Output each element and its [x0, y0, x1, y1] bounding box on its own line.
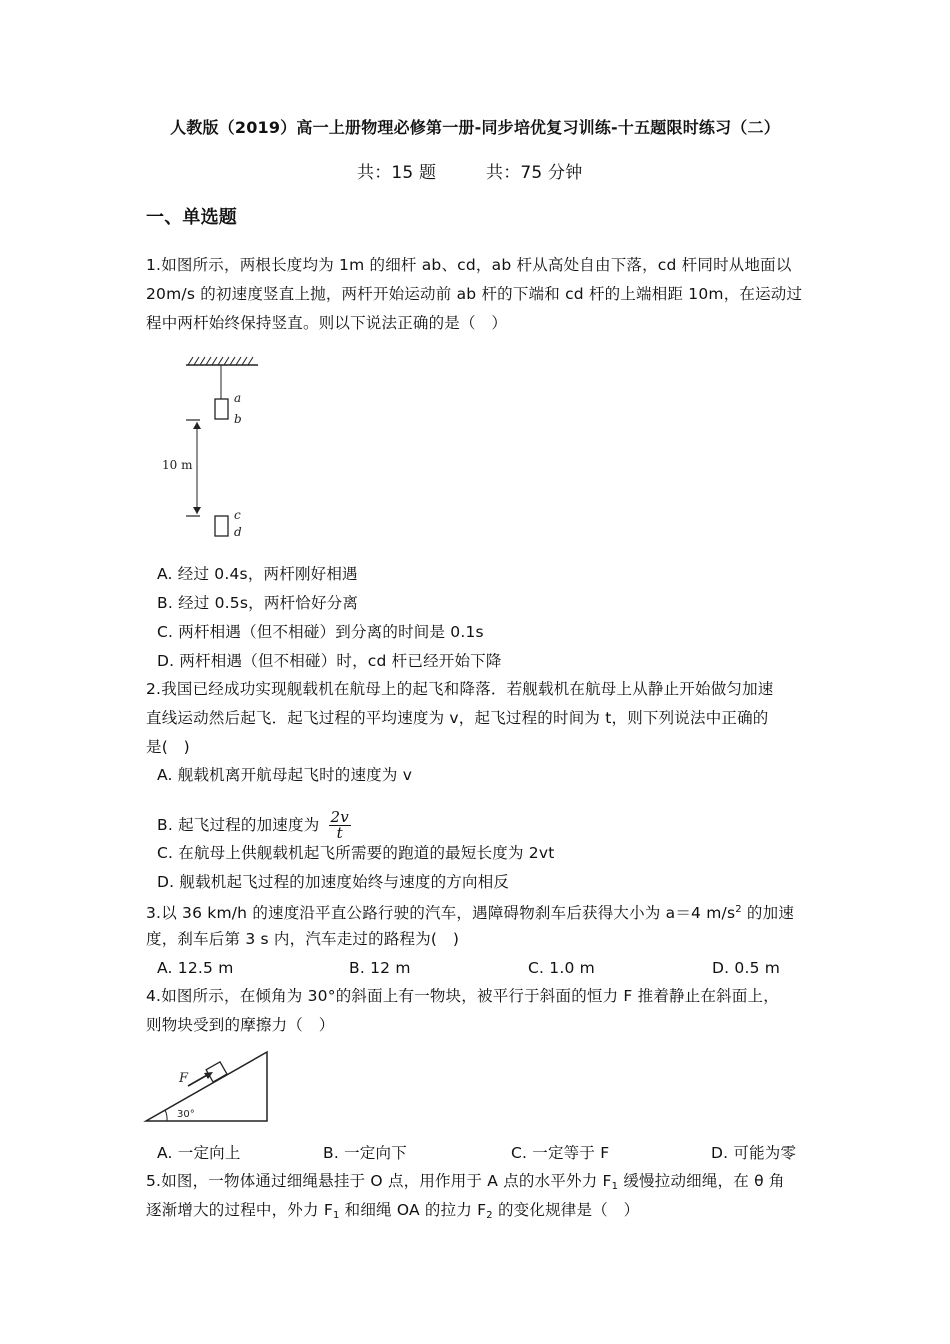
q1-option-a: A. 经过 0.4s，两杆刚好相遇 — [157, 565, 358, 583]
q3-text-line-1 — [146, 900, 794, 923]
q1-label-b: b — [234, 412, 242, 426]
q4-option-d: D. 可能为零 — [711, 1144, 797, 1162]
q5-line-1-part-1: 5.如图，一物体通过细绳悬挂于 O 点，用作用于 A 点的水平外力 F — [146, 1172, 612, 1190]
q3-option-c: C. 1.0 m — [528, 959, 595, 977]
q3-text-line-2: 度，刹车后第 3 s 内，汽车走过的路程为( ) — [146, 930, 460, 948]
q1-text-line-2: 20m/s 的初速度竖直上抛，两杆开始运动前 ab 杆的下端和 cd 杆的上端相距 10m，在运动过 — [146, 285, 803, 303]
q2-option-b — [157, 810, 351, 841]
q5-line-2-part-1: 逐渐增大的过程中，外力 F — [146, 1201, 333, 1219]
q3-superscript: 2 — [735, 904, 742, 915]
q2-fraction-numerator: 2v — [330, 808, 349, 826]
q4-figure-incline — [143, 1050, 273, 1126]
q5-subscript-3: 2 — [486, 1210, 493, 1221]
q5-text-line-2 — [146, 1200, 639, 1226]
q5-line-2-part-3: 的变化规律是（ ） — [492, 1201, 640, 1219]
time-limit: 共：75 分钟 — [486, 163, 583, 183]
q1-option-d: D. 两杆相遇（但不相碰）时，cd 杆已经开始下降 — [157, 652, 502, 670]
q5-line-2-part-2: 和细绳 OA 的拉力 F — [339, 1201, 487, 1219]
q1-text-line-3: 程中两杆始终保持竖直。则以下说法正确的是（ ） — [146, 314, 508, 332]
section-heading: 一、单选题 — [146, 207, 237, 228]
q5-line-1-part-2: 缓慢拉动细绳，在 θ 角 — [618, 1172, 785, 1190]
q1-option-c: C. 两杆相遇（但不相碰）到分离的时间是 0.1s — [157, 623, 484, 641]
q1-distance-label: 10 m — [162, 458, 193, 472]
q5-text-line-1 — [146, 1171, 785, 1197]
q5-subscript-1: 1 — [611, 1181, 619, 1192]
q3-line-1-part-1: 3.以 36 km/h 的速度沿平直公路行驶的汽车，遇障碍物刹车后获得大小为 a＝4 m/s — [146, 904, 736, 922]
q3-option-d: D. 0.5 m — [712, 959, 781, 977]
q2-text-line-2: 直线运动然后起飞．起飞过程的平均速度为 v，起飞过程的时间为 t，则下列说法中正确的 — [146, 709, 769, 727]
page-title: 人教版（2019）高一上册物理必修第一册-同步培优复习训练-十五题限时练习（二） — [170, 118, 780, 137]
q3-option-a: A. 12.5 m — [157, 959, 234, 977]
q1-label-a: a — [234, 391, 242, 405]
q1-figure-rods — [150, 352, 270, 547]
q1-label-d: d — [234, 525, 242, 539]
q1-label-c: c — [234, 508, 241, 522]
q4-text-line-2: 则物块受到的摩擦力（ ） — [146, 1016, 335, 1034]
q2-option-d: D. 舰载机起飞过程的加速度始终与速度的方向相反 — [157, 873, 510, 891]
q3-line-1-part-2: 的加速 — [741, 904, 795, 922]
q2-fraction — [329, 810, 351, 841]
question-count: 共：15 题 — [357, 163, 437, 183]
q4-option-a: A. 一定向上 — [157, 1144, 241, 1162]
q2-text-line-3: 是( ) — [146, 738, 190, 756]
q5-subscript-2: 1 — [332, 1210, 340, 1221]
q4-force-label: F — [179, 1071, 189, 1086]
q4-text-line-1: 4.如图所示，在倾角为 30°的斜面上有一物块，被平行于斜面的恒力 F 推着静止在斜面上， — [146, 987, 779, 1005]
q1-text-line-1: 1.如图所示，两根长度均为 1m 的细杆 ab、cd，ab 杆从高处自由下落，cd 杆同时从地面以 — [146, 256, 792, 274]
q3-option-b: B. 12 m — [349, 959, 411, 977]
q4-option-b: B. 一定向下 — [323, 1144, 407, 1162]
q2-option-c: C. 在航母上供舰载机起飞所需要的跑道的最短长度为 2vt — [157, 844, 555, 862]
q2-option-b-text: B. 起飞过程的加速度为 — [157, 816, 320, 834]
q1-option-b: B. 经过 0.5s，两杆恰好分离 — [157, 594, 359, 612]
q4-option-c: C. 一定等于 F — [511, 1144, 610, 1162]
q2-text-line-1: 2.我国已经成功实现舰载机在航母上的起飞和降落．若舰载机在航母上从静止开始做匀加速 — [146, 680, 774, 698]
q2-fraction-denominator: t — [336, 824, 343, 842]
q2-option-a: A. 舰载机离开航母起飞时的速度为 v — [157, 766, 413, 784]
q4-angle-label: 30° — [177, 1109, 195, 1120]
